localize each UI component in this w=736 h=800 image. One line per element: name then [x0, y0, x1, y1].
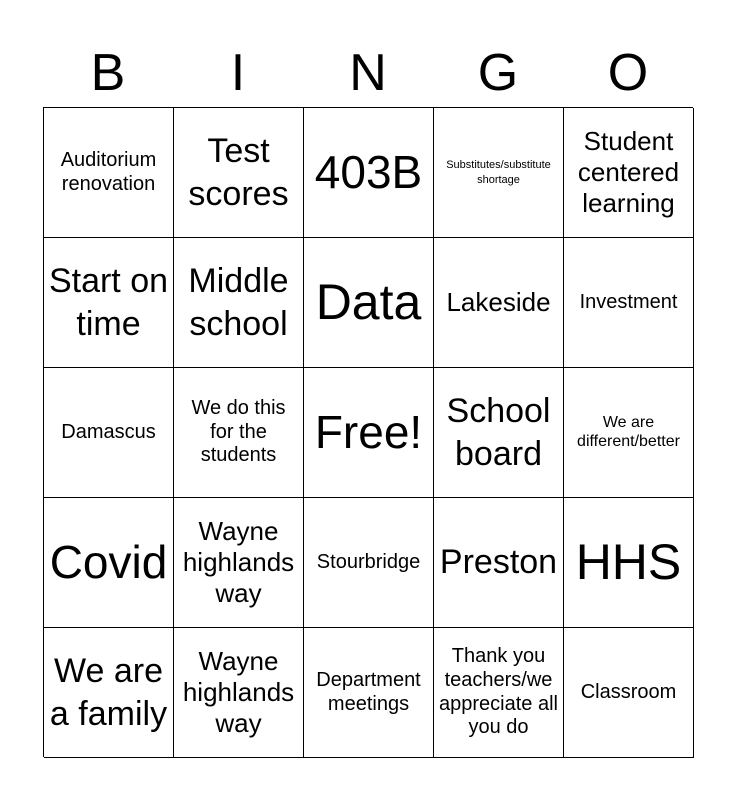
bingo-cell[interactable]: HHS [564, 498, 694, 628]
bingo-cell[interactable]: We are different/better [564, 368, 694, 498]
header-letter-i: I [230, 44, 246, 102]
bingo-cell[interactable]: 403B [304, 108, 434, 238]
bingo-cell[interactable]: We are a family [44, 628, 174, 758]
bingo-cell[interactable]: Lakeside [434, 238, 564, 368]
bingo-cell-free[interactable]: Free! [304, 368, 434, 498]
bingo-cell[interactable]: Data [304, 238, 434, 368]
bingo-cell[interactable]: Wayne highlands way [174, 498, 304, 628]
bingo-cell[interactable]: Substitutes/substitute shortage [434, 108, 564, 238]
bingo-cell[interactable]: Wayne highlands way [174, 628, 304, 758]
bingo-cell[interactable]: Covid [44, 498, 174, 628]
bingo-cell[interactable]: School board [434, 368, 564, 498]
header-letter-g: G [477, 44, 519, 102]
bingo-cell[interactable]: Student centered learning [564, 108, 694, 238]
header-letter-o: O [607, 44, 649, 102]
bingo-cell[interactable]: Middle school [174, 238, 304, 368]
bingo-cell[interactable]: Thank you teachers/we appreciate all you do [434, 628, 564, 758]
bingo-cell[interactable]: Auditorium renovation [44, 108, 174, 238]
bingo-cell[interactable]: Investment [564, 238, 694, 368]
bingo-cell[interactable]: Preston [434, 498, 564, 628]
bingo-cell[interactable]: Start on time [44, 238, 174, 368]
bingo-cell[interactable]: Damascus [44, 368, 174, 498]
bingo-board [43, 107, 693, 757]
bingo-cell[interactable]: Classroom [564, 628, 694, 758]
bingo-cell[interactable]: We do this for the students [174, 368, 304, 498]
header-letter-b: B [90, 44, 126, 102]
bingo-cell[interactable]: Department meetings [304, 628, 434, 758]
bingo-cell[interactable]: Stourbridge [304, 498, 434, 628]
bingo-header [43, 40, 693, 106]
bingo-cell[interactable]: Test scores [174, 108, 304, 238]
header-letter-n: N [349, 44, 387, 102]
